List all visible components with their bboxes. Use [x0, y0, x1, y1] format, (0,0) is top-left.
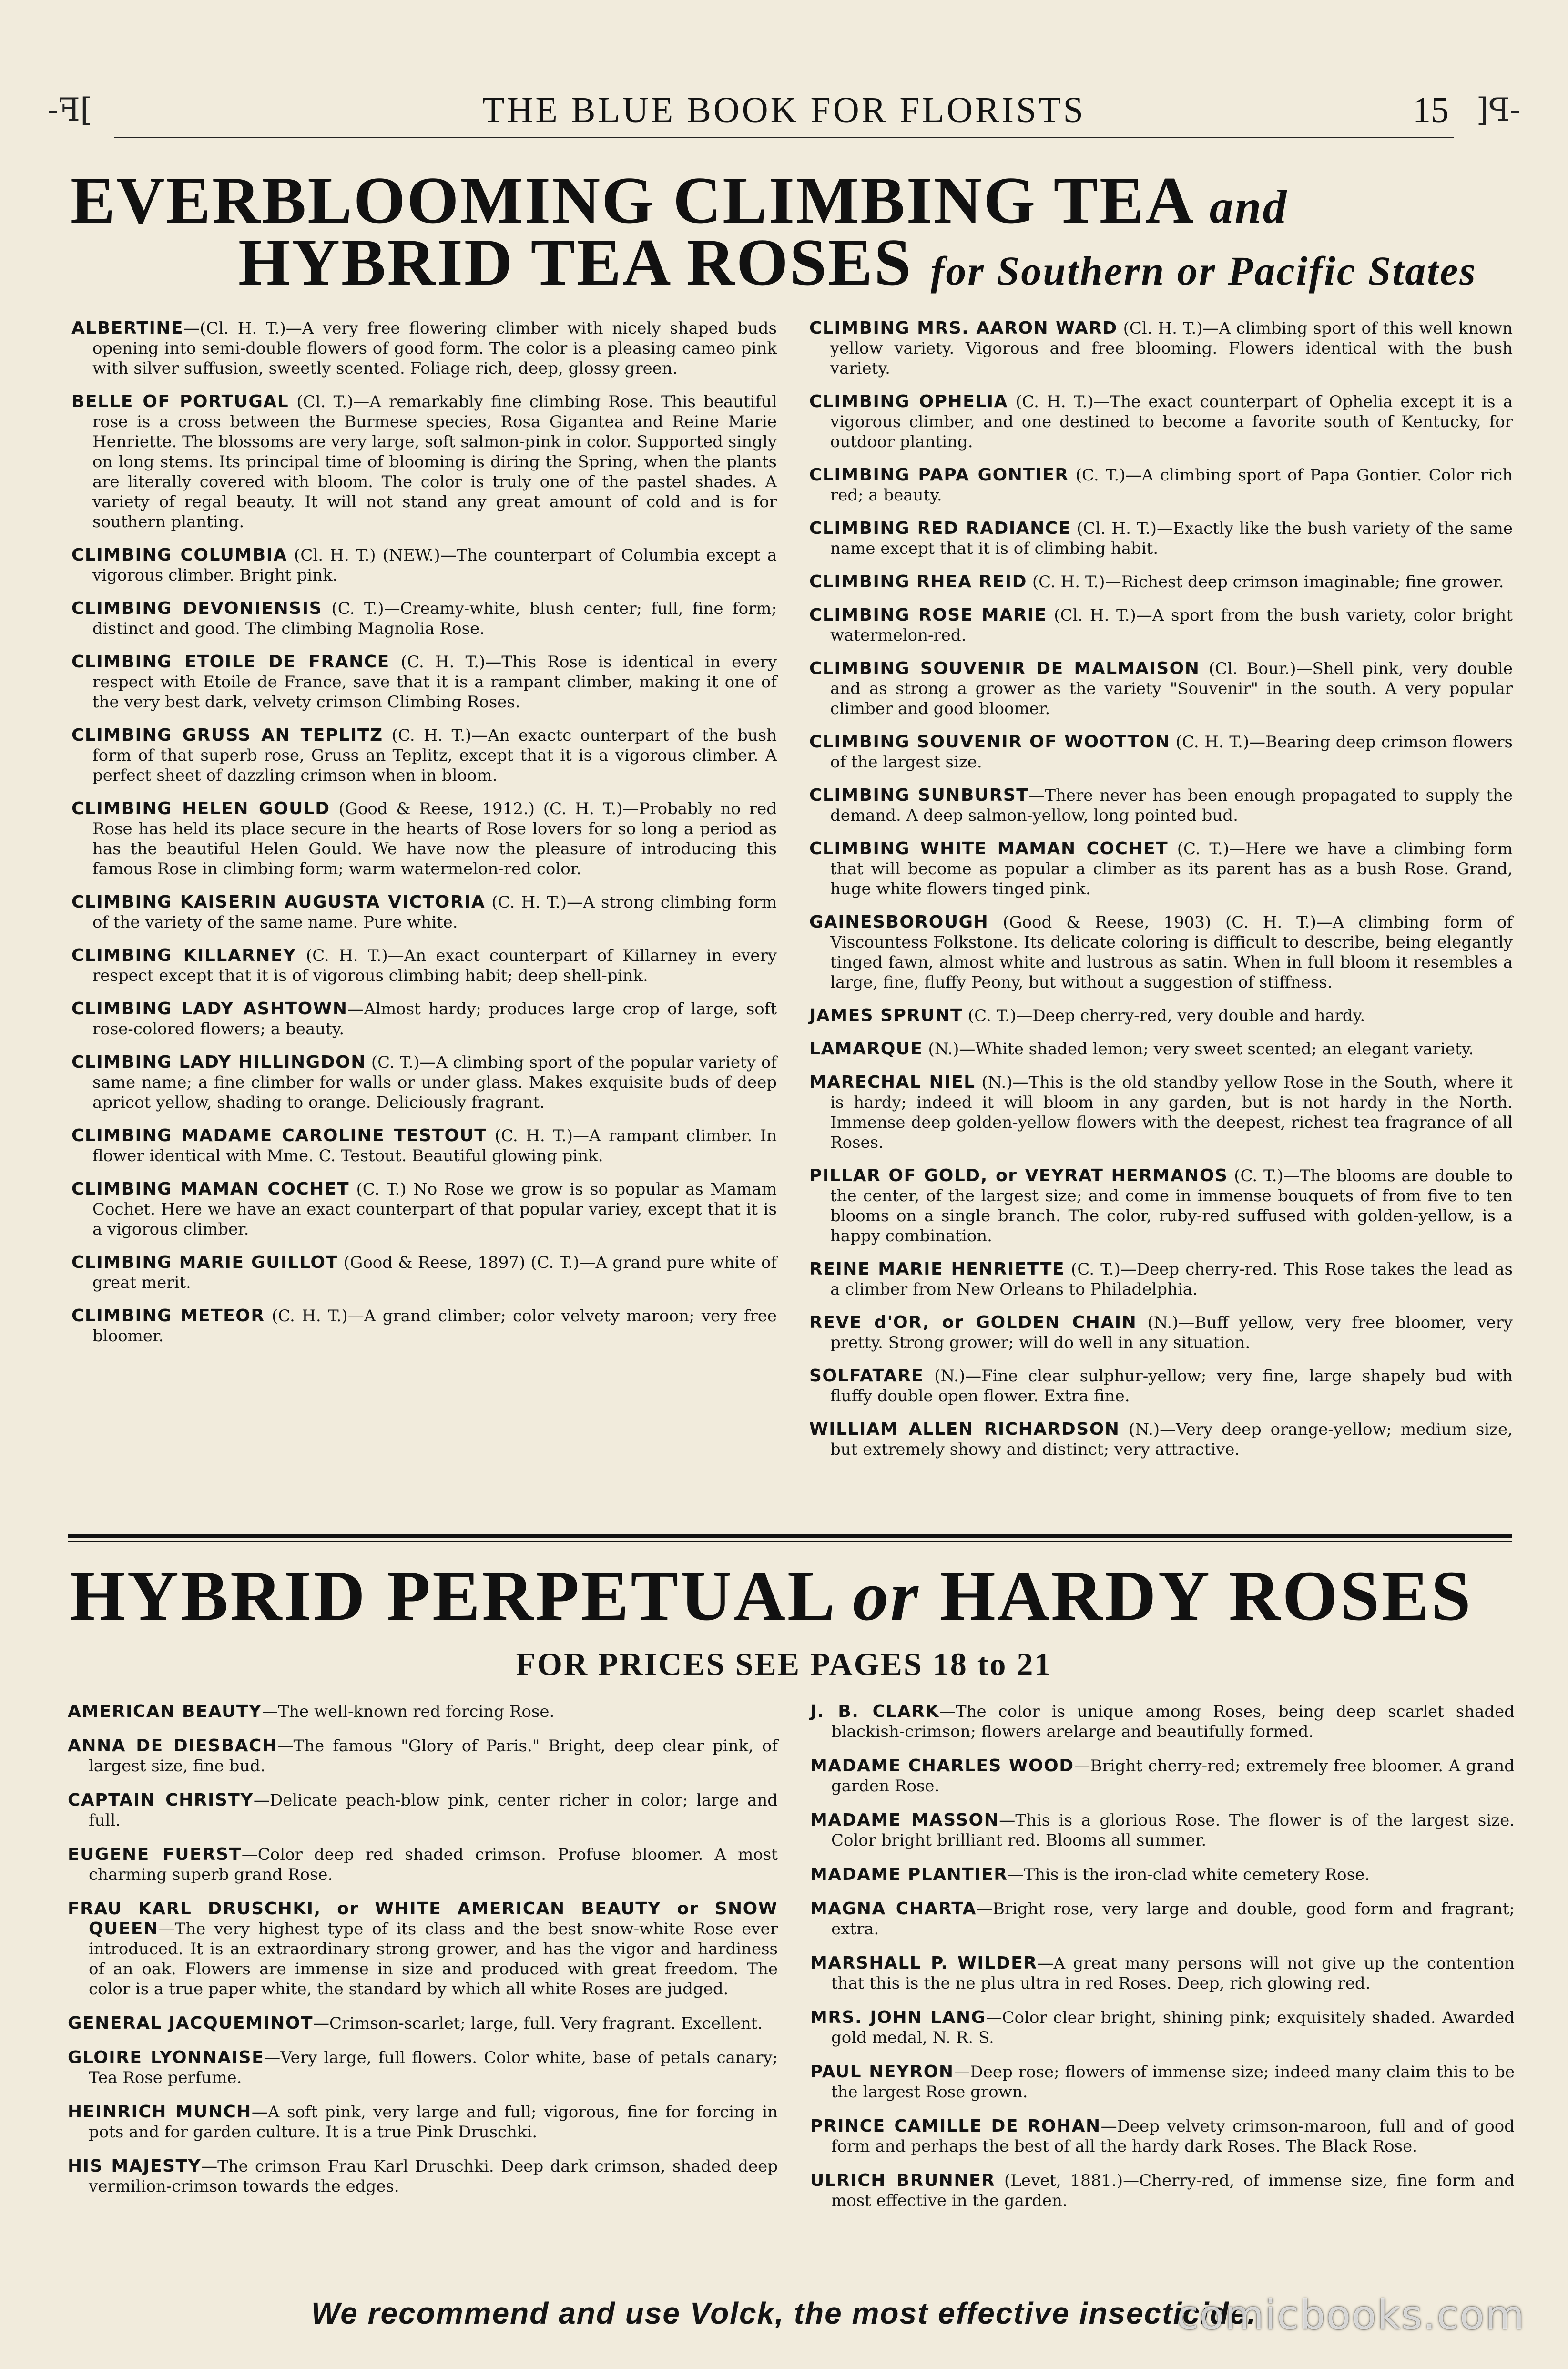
rose-description: —This is a glorious Rose. The flower is of the largest size. Color bright brilliant red. Blooms all summer.: [831, 1811, 1515, 1850]
rose-entry: [68, 1790, 778, 1830]
rose-description: (N.)—This is the old standby yellow Rose in the South, where it is hardy; indeed it will bloom in any garden, but is not hardy in the North. Immense deep golden-yellow flowers with the deepest, richest tea fragrance of all Roses.: [830, 1073, 1513, 1152]
watermark: comicbooks.com: [1176, 2292, 1525, 2338]
right-ornament-icon: ]ꟼ-: [1476, 92, 1520, 128]
rose-name: CLIMBING MADAME CAROLINE TESTOUT: [71, 1126, 487, 1145]
rose-name: GENERAL JACQUEMINOT: [68, 2013, 314, 2033]
rose-name: MADAME MASSON: [810, 1810, 999, 1830]
section1-title-main1: EVERBLOOMING CLIMBING TEA: [71, 163, 1191, 237]
rose-name: CLIMBING RED RADIANCE: [809, 519, 1071, 538]
rose-entry: [809, 839, 1513, 899]
rose-description: (C. T.)—The blooms are double to the center, of the largest size; and come in immense bouquets of from five to ten blooms on a single branch. The color, ruby-red suffused with golden-yellow, is a happy combination.: [830, 1166, 1513, 1246]
rose-name: HIS MAJESTY: [68, 2156, 202, 2176]
rose-description: —The famous "Glory of Paris." Bright, deep clear pink, of largest size, fine bud.: [89, 1736, 778, 1776]
rose-entry: [71, 1253, 777, 1293]
rose-name: CLIMBING WHITE MAMAN COCHET: [809, 839, 1169, 858]
rose-description: —Deep rose; flowers of immense size; indeed many claim this to be the largest Rose grown.: [831, 2063, 1515, 2102]
rose-entry: [68, 2048, 778, 2088]
rose-name: AMERICAN BEAUTY: [68, 1702, 262, 1721]
rose-entry: [68, 2156, 778, 2196]
rose-description: —The crimson Frau Karl Druschki. Deep dark crimson, shaded deep vermilion-crimson towards the edges.: [89, 2157, 778, 2196]
rose-name: CLIMBING LADY HILLINGDON: [71, 1052, 366, 1072]
rose-name: HEINRICH MUNCH: [68, 2102, 252, 2122]
rose-name: SOLFATARE: [809, 1366, 924, 1386]
footer-slogan: We recommend and use Volck, the most effective insecticide.: [311, 2296, 1257, 2330]
section2-title: [70, 1555, 1473, 1637]
rose-description: —Almost hardy; produces large crop of large, soft rose-colored flowers; a beauty.: [92, 1000, 777, 1039]
rose-description: (C. T.)—Creamy-white, blush center; full, fine form; distinct and good. The climbing Magnolia Rose.: [92, 599, 777, 638]
rose-entry: [809, 732, 1513, 772]
rose-description: (C. T.)—A climbing sport of the popular variety of same name; a fine climber for walls or under glass. Makes exquisite buds of deep apricot yellow, shading to orange. Deliciously fragrant.: [92, 1053, 777, 1112]
rose-name: CLIMBING ETOILE DE FRANCE: [71, 652, 390, 672]
rose-description: (C. H. T.)—This Rose is identical in every respect with Etoile de France, save that it is a rampant climber, making it one of the very best dark, velvety crimson Climbing Roses.: [92, 653, 777, 712]
rose-entry: [71, 599, 777, 639]
rose-name: MARSHALL P. WILDER: [810, 1953, 1038, 1973]
rose-entry: [71, 1179, 777, 1239]
rose-entry: [68, 1845, 778, 1885]
hardy-roses-right-column: [810, 1702, 1515, 2225]
rose-description: (Cl. T.)—A remarkably fine climbing Rose. This beautiful rose is a cross between the Burmese species, Rosa Gigantea and Reine Marie Henriette. The blossoms are very large, soft salmon-pink in color. Supported singly on long stems. Its principal time of blooming is diring the Spring, when the plants are literally covered with bloom. The color is truly one of the pastel shades. A variety of regal beauty. It will not stand any great amount of cold and is for southern planting.: [92, 392, 777, 531]
rose-name: GAINESBOROUGH: [809, 912, 989, 932]
rose-entry: [809, 1166, 1513, 1246]
rose-entry: [809, 1006, 1513, 1026]
rose-description: —The very highest type of its class and the best snow-white Rose ever introduced. It is an extraordinary strong grower, and has the vigor and hardiness of an oak. Flowers are immense in size and produced with great freedom. The color is a true paper white, the standard by which all white Roses are judged.: [89, 1920, 778, 1999]
rose-name: WILLIAM ALLEN RICHARDSON: [809, 1419, 1120, 1439]
running-header: [48, 86, 1520, 138]
rose-description: (N.)—White shaded lemon; very sweet scented; an elegant variety.: [923, 1040, 1474, 1059]
rose-name: PRINCE CAMILLE DE ROHAN: [810, 2116, 1101, 2136]
rose-description: (Good & Reese, 1897) (C. T.)—A grand pure white of great merit.: [92, 1253, 777, 1292]
rose-entry: [809, 392, 1513, 452]
section2-title-part1: HYBRID PERPETUAL: [70, 1556, 833, 1635]
rose-name: MARECHAL NIEL: [809, 1072, 976, 1092]
rose-entry: [809, 1366, 1513, 1406]
rose-description: —(Cl. H. T.)—A very free flowering climber with nicely shaped buds opening into semi-double flowers of good form. The color is a pleasing cameo pink with silver suffusion, sweetly scented. Foliage rich, deep, glossy green.: [92, 319, 777, 378]
rose-entry: [71, 392, 777, 532]
left-ornament-icon: -ꟻ[: [48, 92, 92, 128]
rose-description: —There never has been enough propagated to supply the demand. A deep salmon-yellow, long pointed bud.: [830, 786, 1513, 825]
rose-entry: [71, 725, 777, 786]
rose-description: (C. H. T.)—An exact counterpart of Killarney in every respect except that it is of vigorous climbing habit; deep shell-pink.: [92, 946, 777, 985]
rose-description: —The color is unique among Roses, being deep scarlet shaded blackish-crimson; flowers arelarge and beautifully formed.: [831, 1702, 1515, 1741]
rose-name: MAGNA CHARTA: [810, 1899, 977, 1919]
rose-description: (Good & Reese, 1903) (C. H. T.)—A climbing form of Viscountess Folkstone. Its delicate coloring is difficult to describe, being elegantly tinged fawn, almost white and lustrous as satin. When in full bloom it resembles a large, fine, fluffy Peony, but without a suggestion of stiffness.: [830, 913, 1513, 992]
rose-name: EUGENE FUERST: [68, 1845, 242, 1864]
rose-name: J. B. CLARK: [810, 1702, 939, 1721]
prices-subtitle: FOR PRICES SEE PAGES 18 to 21: [516, 1646, 1052, 1682]
rose-name: CLIMBING HELEN GOULD: [71, 799, 330, 818]
rose-name: MRS. JOHN LANG: [810, 2008, 986, 2027]
rose-entry: [71, 652, 777, 712]
section1-title-line2: [238, 224, 1477, 301]
rose-name: MADAME CHARLES WOOD: [810, 1756, 1074, 1776]
rose-name: CLIMBING KILLARNEY: [71, 946, 296, 965]
rose-name: CLIMBING GRUSS AN TEPLITZ: [71, 725, 383, 745]
rose-name: CLIMBING DEVONIENSIS: [71, 599, 323, 618]
rose-name: REVE d'OR, or GOLDEN CHAIN: [809, 1313, 1137, 1332]
rose-name: CLIMBING KAISERIN AUGUSTA VICTORIA: [71, 892, 486, 912]
rose-description: (C. H. T.)—Richest deep crimson imaginable; fine grower.: [1027, 572, 1504, 592]
rose-name: PAUL NEYRON: [810, 2062, 954, 2082]
rose-description: (C. T.) No Rose we grow is so popular as Mamam Cochet. Here we have an exact counterpart of that popular variey, except that it is a vigorous climber.: [92, 1180, 777, 1239]
rose-description: —A great many persons will not give up the contention that this is the ne plus ultra in red Roses. Deep, rich glowing red.: [831, 1954, 1515, 1993]
rose-entry: [810, 1865, 1515, 1885]
rose-description: (Cl. H. T.)—Exactly like the bush variety of the same name except that it is of climbing habit.: [830, 519, 1513, 558]
rose-name: CLIMBING ROSE MARIE: [809, 605, 1047, 625]
rose-name: ULRICH BRUNNER: [810, 2171, 996, 2190]
rose-entry: [71, 318, 777, 378]
rose-entry: [71, 892, 777, 932]
rose-name: CLIMBING LADY ASHTOWN: [71, 999, 348, 1019]
section-divider-thick: [68, 1534, 1512, 1538]
rose-description: (C. H. T.)—A strong climbing form of the variety of the same name. Pure white.: [92, 893, 777, 932]
rose-entry: [809, 318, 1513, 378]
rose-description: (C. T.)—Here we have a climbing form that will become as popular a climber as its parent has as a bush Rose. Grand, huge white flowers tinged pink.: [830, 839, 1513, 899]
hardy-roses-left-column: [68, 1702, 778, 2211]
section1-title-main2: HYBRID TEA ROSES: [238, 225, 913, 299]
rose-name: CLIMBING MARIE GUILLOT: [71, 1253, 338, 1272]
section2-title-italic: or: [853, 1556, 920, 1635]
rose-name: PILLAR OF GOLD, or VEYRAT HERMANOS: [809, 1166, 1228, 1185]
section1-title-italic1: and: [1209, 180, 1288, 233]
rose-name: ALBERTINE: [71, 318, 184, 338]
rose-name: CLIMBING MAMAN COCHET: [71, 1179, 350, 1199]
section-divider-thin: [68, 1541, 1512, 1542]
rose-name: CLIMBING MRS. AARON WARD: [809, 318, 1118, 338]
rose-description: (C. H. T.)—A rampant climber. In flower identical with Mme. C. Testout. Beautiful glowing pink.: [92, 1126, 777, 1165]
rose-entry: [71, 946, 777, 986]
rose-name: ANNA DE DIESBACH: [68, 1736, 277, 1756]
rose-description: —Color clear bright, shining pink; exquisitely shaded. Awarded gold medal, N. R. S.: [831, 2008, 1515, 2047]
rose-description: (Cl. H. T.)—A sport from the bush variety, color bright watermelon-red.: [830, 606, 1513, 645]
rose-name: LAMARQUE: [809, 1039, 923, 1059]
rose-name: JAMES SPRUNT: [809, 1006, 963, 1025]
rose-name: FRAU KARL DRUSCHKI, or WHITE AMERICAN BEAUTY or SNOW QUEEN: [68, 1899, 778, 1939]
rose-description: (Cl. Bour.)—Shell pink, very double and as strong a grower as the variety "Souvenir" in the south. A very popular climber and good bloomer.: [830, 659, 1513, 718]
rose-entry: [810, 2008, 1515, 2048]
rose-entry: [809, 659, 1513, 719]
header-rule: [114, 137, 1454, 138]
rose-description: (C. H. T.)—An exactc ounterpart of the bush form of that superb rose, Gruss an Teplitz, except that it is a vigorous climber. A perfect sheet of dazzling crimson when in bloom.: [92, 726, 777, 785]
rose-entry: [71, 545, 777, 585]
rose-name: CLIMBING COLUMBIA: [71, 545, 287, 565]
rose-description: —This is the iron-clad white cemetery Rose.: [1008, 1865, 1370, 1884]
rose-name: CLIMBING SUNBURST: [809, 786, 1029, 805]
section2-title-part2: HARDY ROSES: [940, 1556, 1473, 1635]
page-number: 15: [1413, 90, 1449, 130]
rose-description: (N.)—Very deep orange-yellow; medium size, but extremely showy and distinct; very attractive.: [830, 1420, 1513, 1459]
rose-name: CLIMBING PAPA GONTIER: [809, 465, 1069, 485]
rose-description: (C. T.)—A climbing sport of Papa Gontier. Color rich red; a beauty.: [830, 466, 1513, 505]
rose-name: CAPTAIN CHRISTY: [68, 1790, 254, 1810]
rose-entry: [810, 1702, 1515, 1742]
rose-entry: [809, 1419, 1513, 1460]
rose-entry: [810, 2171, 1515, 2211]
rose-description: —Very large, full flowers. Color white, base of petals canary; Tea Rose perfume.: [89, 2048, 778, 2087]
rose-entry: [809, 912, 1513, 992]
rose-entry: [809, 519, 1513, 559]
rose-entry: [809, 1259, 1513, 1299]
rose-name: CLIMBING SOUVENIR OF WOOTTON: [809, 732, 1171, 752]
rose-entry: [810, 2116, 1515, 2156]
rose-entry: [809, 1039, 1513, 1059]
rose-description: (C. H. T.)—The exact counterpart of Ophelia except it is a vigorous climber, and one destined to become a favorite south of Kentucky, for outdoor planting.: [830, 392, 1513, 451]
rose-description: —Bright cherry-red; extremely free bloomer. A grand garden Rose.: [831, 1756, 1515, 1796]
rose-entry: [810, 1756, 1515, 1796]
rose-description: (Cl. H. T.)—A climbing sport of this well known yellow variety. Vigorous and free blooming. Flowers identical with the bush variety.: [830, 319, 1513, 378]
rose-description: (C. T.)—Deep cherry-red. This Rose takes the lead as a climber from New Orleans to Philadelphia.: [830, 1260, 1513, 1299]
rose-name: GLOIRE LYONNAISE: [68, 2048, 265, 2067]
rose-entry: [810, 1953, 1515, 1993]
rose-name: CLIMBING OPHELIA: [809, 392, 1008, 411]
rose-description: (C. H. T.)—A grand climber; color velvety maroon; very free bloomer.: [92, 1307, 777, 1346]
rose-entry: [809, 465, 1513, 505]
rose-entry: [68, 1702, 778, 1722]
rose-entry: [71, 1052, 777, 1113]
rose-entry: [68, 2013, 778, 2033]
rose-description: —Deep velvety crimson-maroon, full and of good form and perhaps the best of all the hardy dark Roses. The Black Rose.: [831, 2117, 1515, 2156]
rose-entry: [68, 2102, 778, 2142]
rose-description: (N.)—Buff yellow, very free bloomer, very pretty. Strong grower; will do well in any situation.: [830, 1313, 1513, 1352]
rose-entry: [809, 786, 1513, 826]
rose-name: CLIMBING SOUVENIR DE MALMAISON: [809, 659, 1200, 678]
climbing-roses-right-column: [809, 318, 1513, 1473]
rose-entry: [810, 1899, 1515, 1939]
rose-name: BELLE OF PORTUGAL: [71, 392, 289, 411]
rose-entry: [68, 1736, 778, 1776]
rose-description: —Delicate peach-blow pink, center richer in color; large and full.: [89, 1791, 778, 1830]
rose-entry: [810, 2062, 1515, 2102]
rose-entry: [809, 1072, 1513, 1153]
rose-entry: [809, 572, 1513, 592]
rose-entry: [68, 1899, 778, 1999]
rose-entry: [71, 1126, 777, 1166]
rose-description: —The well-known red forcing Rose.: [262, 1702, 555, 1721]
book-title: THE BLUE BOOK FOR FLORISTS: [482, 90, 1086, 130]
rose-description: —Bright rose, very large and double, good form and fragrant; extra.: [831, 1899, 1515, 1939]
rose-description: (C. T.)—Deep cherry-red, very double and hardy.: [963, 1006, 1365, 1025]
rose-description: (Good & Reese, 1912.) (C. H. T.)—Probably no red Rose has held its place secure in the hearts of Rose lovers for so long a period as has the beautiful Helen Gould. We have now the pleasure of introducing this famous Rose in climbing form; warm watermelon-red color.: [92, 799, 777, 878]
rose-description: —Crimson-scarlet; large, full. Very fragrant. Excellent.: [313, 2014, 763, 2033]
rose-description: —A soft pink, very large and full; vigorous, fine for forcing in pots and for garden culture. It is a true Pink Druschki.: [89, 2103, 778, 2142]
rose-entry: [809, 605, 1513, 645]
rose-description: (C. H. T.)—Bearing deep crimson flowers of the largest size.: [830, 733, 1513, 772]
rose-entry: [809, 1313, 1513, 1353]
rose-description: (N.)—Fine clear sulphur-yellow; very fine, large shapely bud with fluffy double open flower. Extra fine.: [830, 1367, 1513, 1406]
rose-name: REINE MARIE HENRIETTE: [809, 1259, 1065, 1279]
rose-entry: [71, 799, 777, 879]
rose-entry: [810, 1810, 1515, 1850]
climbing-roses-left-column: [71, 318, 777, 1359]
rose-entry: [71, 1306, 777, 1346]
rose-description: —Color deep red shaded crimson. Profuse bloomer. A most charming superb grand Rose.: [89, 1845, 778, 1884]
rose-name: MADAME PLANTIER: [810, 1865, 1008, 1884]
rose-description: (Cl. H. T.) (NEW.)—The counterpart of Columbia except a vigorous climber. Bright pink.: [92, 546, 777, 585]
rose-description: (Levet, 1881.)—Cherry-red, of immense size, fine form and most effective in the garden.: [831, 2171, 1515, 2210]
rose-name: CLIMBING RHEA REID: [809, 572, 1028, 592]
section1-title-italic2: for Southern or Pacific States: [930, 248, 1477, 294]
rose-name: CLIMBING METEOR: [71, 1306, 265, 1326]
rose-entry: [71, 999, 777, 1039]
